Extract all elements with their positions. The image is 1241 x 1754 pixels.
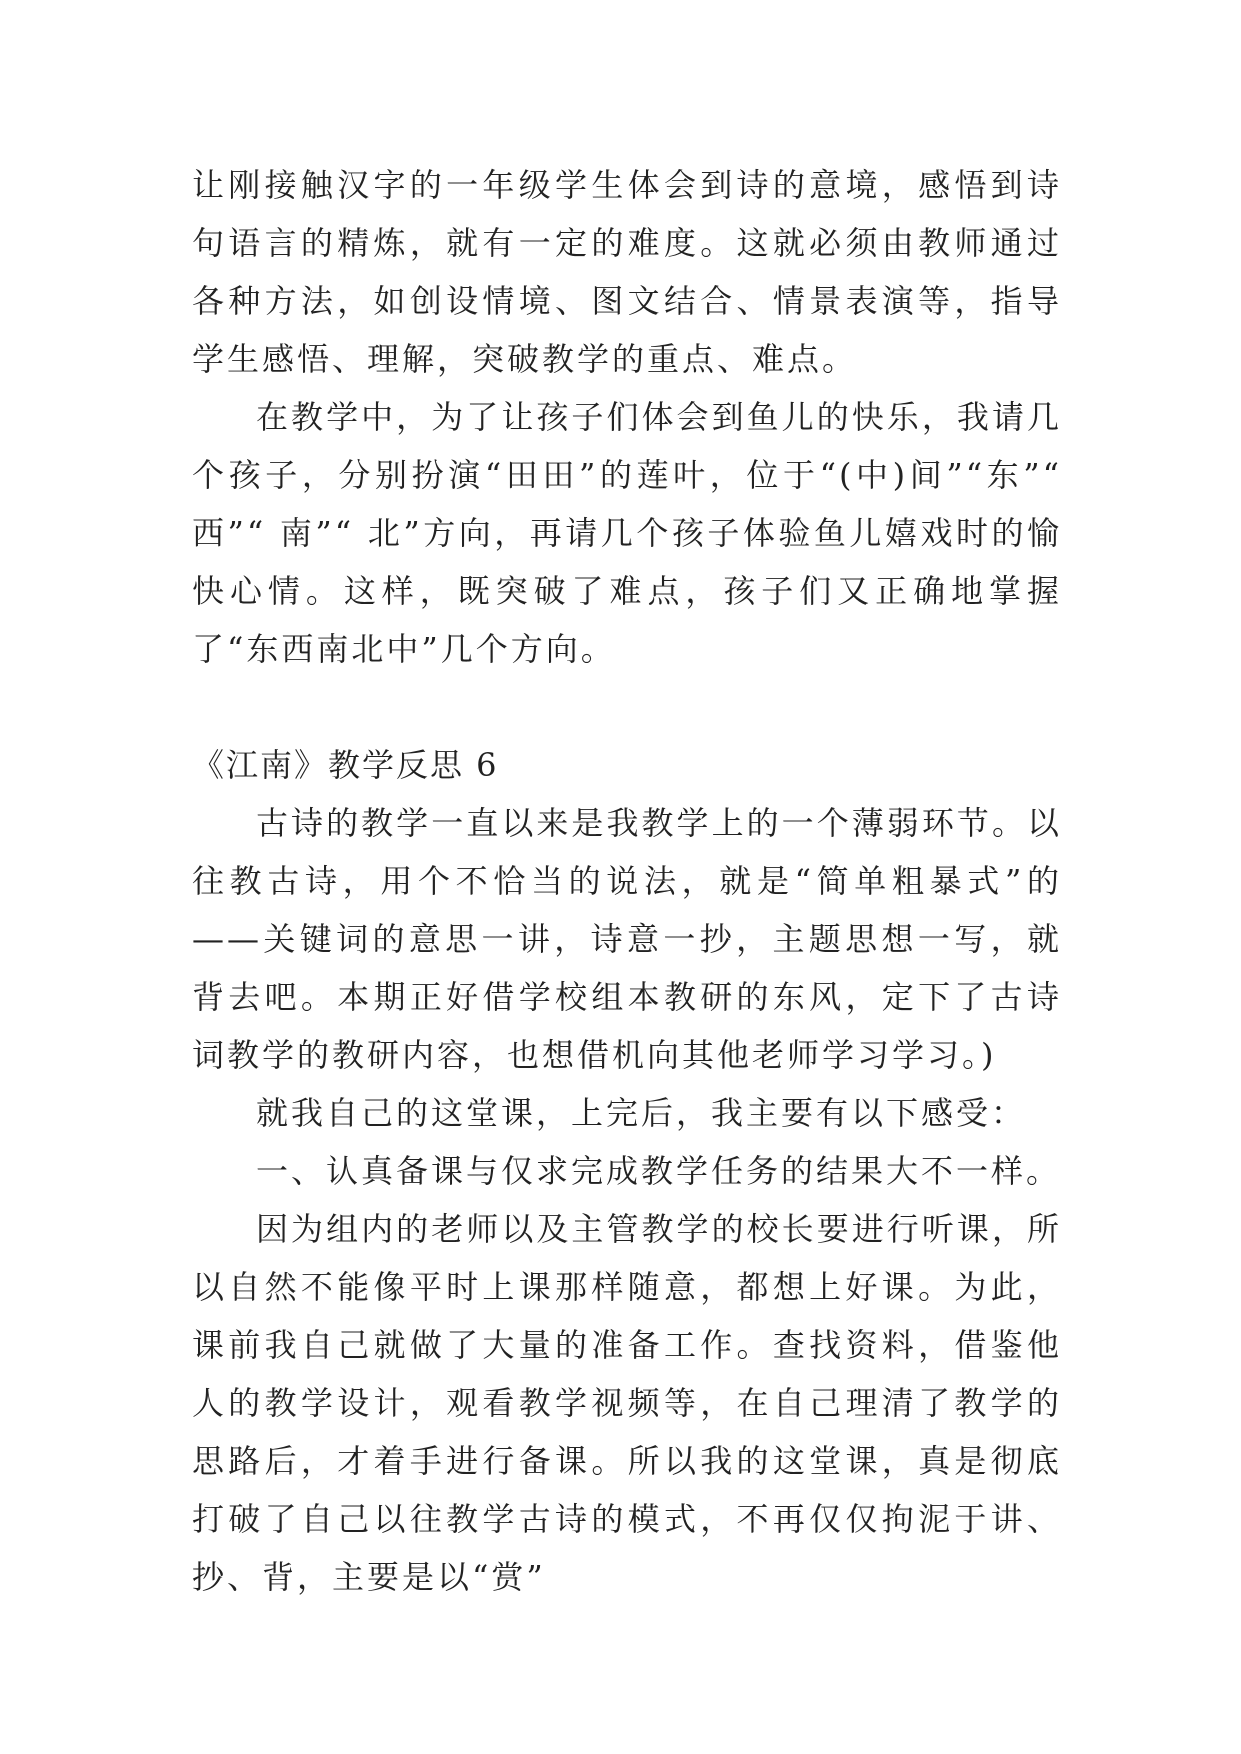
paragraph-point-one: 一、认真备课与仅求完成教学任务的结果大不一样。 xyxy=(256,1152,1062,1190)
paragraph-ancient-poetry: 古诗的教学一直以来是我教学上的一个薄弱环节。以往教古诗，用个不恰当的说法，就是“简单粗暴式”的——关键词的意思一讲，诗意一抄，主题思想一写，就背去吧。本期正好借学校组本教研的东风，定下了古诗词教学的教研内容，也想借机向其他老师学习学习。) xyxy=(192,804,1062,1074)
paragraph-intro: 让刚接触汉字的一年级学生体会到诗的意境，感悟到诗句语言的精炼，就有一定的难度。这就必须由教师通过各种方法，如创设情境、图文结合、情景表演等，指导学生感悟、理解，突破教学的重点、难点。 xyxy=(192,166,1062,378)
paragraph-teaching: 在教学中，为了让孩子们体会到鱼儿的快乐，我请几个孩子，分别扮演“田田”的莲叶，位于“(中)间”“东”“ 西”“ 南”“ 北”方向，再请几个孩子体验鱼儿嬉戏时的愉快心情。这样，既突破了难点，孩子们又正确地掌握了“东西南北中”几个方向。 xyxy=(192,398,1062,668)
section-spacer xyxy=(192,678,1062,736)
paragraph-preparation: 因为组内的老师以及主管教学的校长要进行听课，所以自然不能像平时上课那样随意，都想上好课。为此，课前我自己就做了大量的准备工作。查找资料，借鉴他人的教学设计，观看教学视频等，在自己理清了教学的思路后，才着手进行备课。所以我的这堂课，真是彻底打破了自己以往教学古诗的模式，不再仅仅拘泥于讲、抄、背，主要是以“赏” xyxy=(192,1210,1062,1596)
document-body xyxy=(192,156,1062,1606)
paragraph-feelings: 就我自己的这堂课，上完后，我主要有以下感受： xyxy=(256,1094,1027,1132)
section-heading: 《江南》教学反思 6 xyxy=(192,746,499,784)
